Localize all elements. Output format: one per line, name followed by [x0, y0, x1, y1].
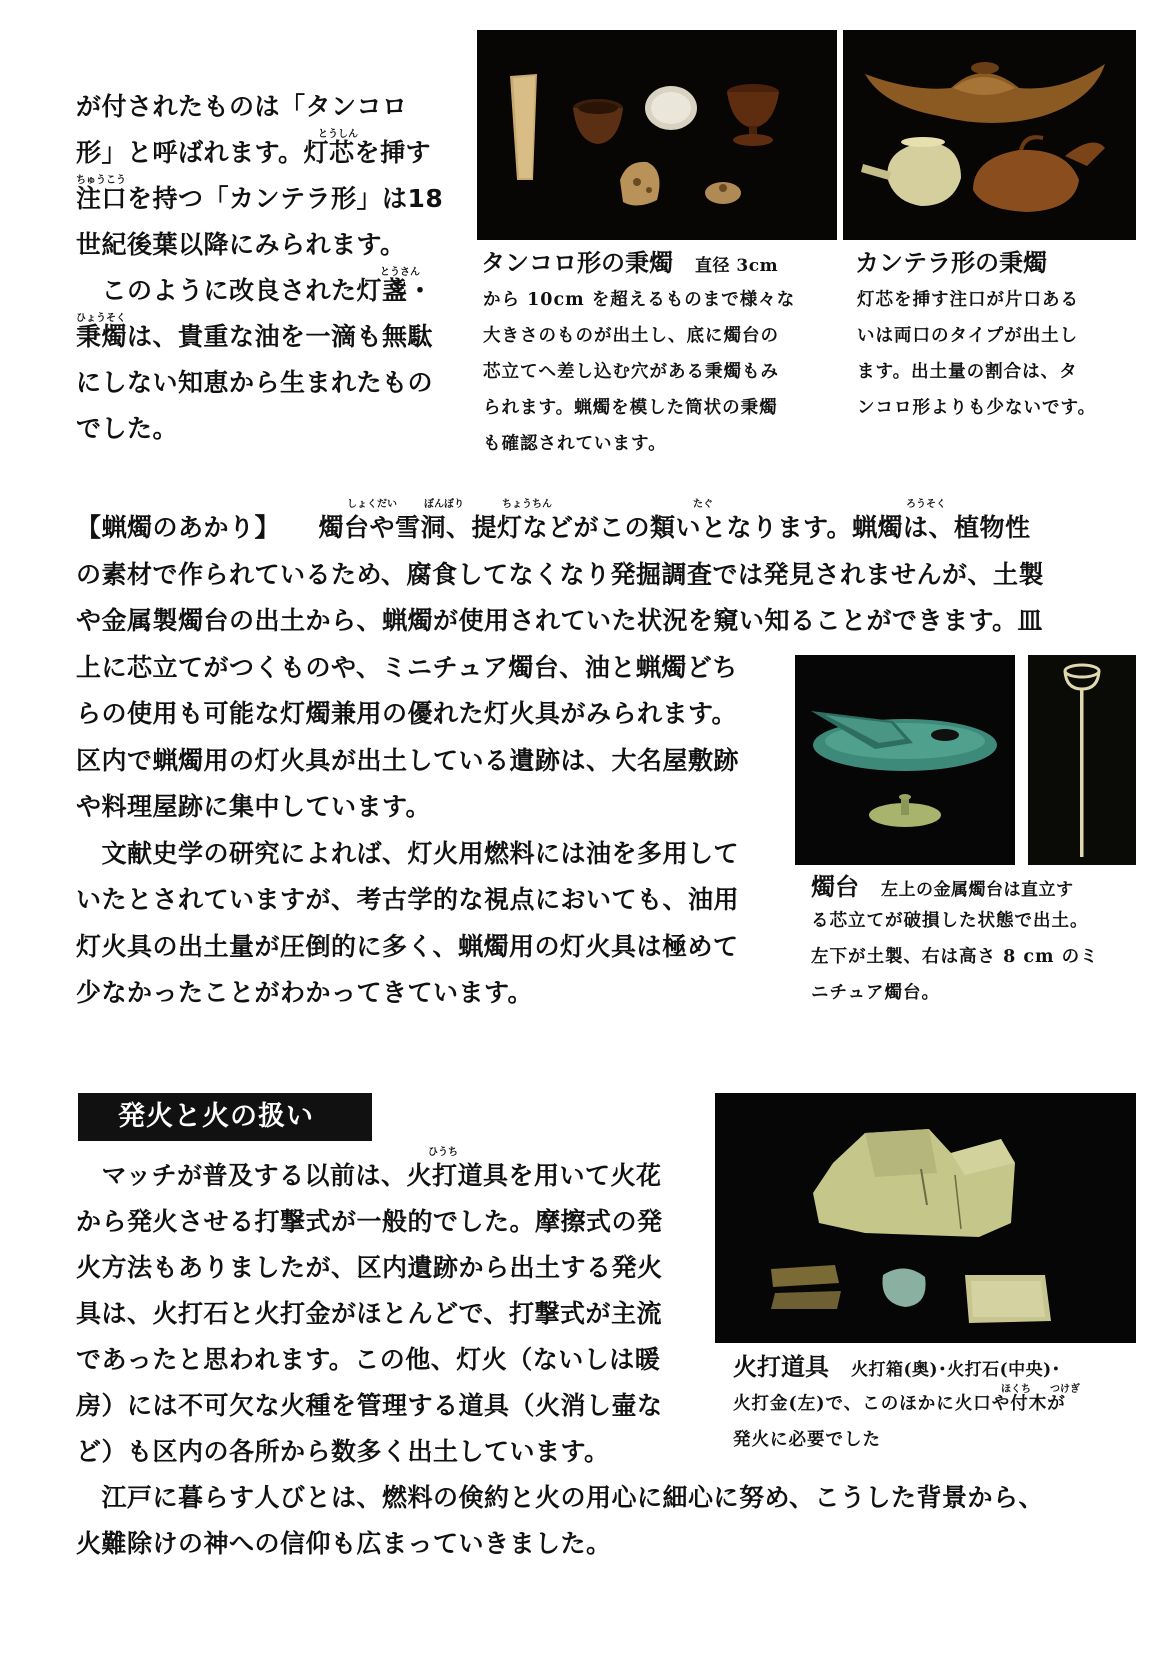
tankoro-caption-line: 直径 3cm — [695, 256, 779, 276]
shokudai-caption-title — [811, 875, 1074, 899]
tankoro-caption-line: 大きさのものが出土し、底に燭台の — [483, 326, 779, 346]
tankoro-caption-line: られます。蝋燭を模した筒状の秉燭 — [483, 398, 778, 418]
hakka-line: 火難除けの神への信仰も広まっていきました。 — [76, 1529, 612, 1558]
tankoro-caption-title — [481, 251, 778, 275]
hakka-line: 具は、火打石と火打金がほとんどで、打撃式が主流 — [76, 1299, 663, 1328]
section-heading-hakka: 発火と火の扱い — [78, 1093, 372, 1141]
kantera-caption-line: ます。出土量の割合は、タ — [857, 362, 1078, 382]
shokudai-caption-line: る芯立てが破損した状態で出土。 — [811, 911, 1089, 931]
hakka-line: ど）も区内の各所から数多く出土しています。 — [76, 1437, 610, 1466]
ruby-annotation: ひうち — [428, 1147, 458, 1158]
hiuchi-caption-line: 火打金(左)で、このほかに火口や付木が — [733, 1394, 1066, 1414]
ruby-annotation: ちょうちん — [502, 499, 552, 510]
ruby-annotation: ちゅうこう — [76, 175, 126, 186]
rousoku-line: の素材で作られているため、腐食してなくなり発掘調査では発見されませんが、土製 — [76, 560, 1045, 589]
ruby-annotation: ひょうそく — [76, 313, 126, 324]
rousoku-line: 文献史学の研究によれば、灯火用燃料には油を多用して — [76, 839, 740, 868]
rousoku-line: いたとされていますが、考古学的な視点においても、油用 — [76, 885, 740, 914]
intro-line: 注口を持つ「カンテラ形」は18 — [76, 184, 444, 213]
intro-line: 形」と呼ばれます。灯芯を挿す — [76, 138, 432, 167]
hakka-line: マッチが普及する以前は、火打道具を用いて火花 — [76, 1161, 662, 1190]
hakka-line: 房）には不可欠な火種を管理する道具（火消し壷な — [76, 1391, 663, 1420]
hiuchi-caption-line: 火打箱(奥)･火打石(中央)･ — [851, 1360, 1061, 1380]
ruby-annotation: ほくち — [1001, 1384, 1031, 1395]
rousoku-line: 灯火具の出土量が圧倒的に多く、蝋燭用の灯火具は極めて — [76, 932, 739, 961]
hakka-line: 江戸に暮らす人びとは、燃料の倹約と火の用心に細心に努め、こうした背景から、 — [76, 1483, 1045, 1512]
kantera-caption-line: 灯芯を挿す注口が片口ある — [857, 290, 1079, 310]
tankoro-caption-line: から 10cm を超えるものまで様々な — [483, 290, 796, 310]
hiuchi-title: 火打道具 — [733, 1353, 829, 1381]
shokudai-caption-line: 左下が土製、右は高さ 8 cm のミ — [811, 947, 1099, 967]
tankoro-caption-line: 芯立てへ差し込む穴がある秉燭もみ — [483, 362, 779, 382]
ruby-annotation: ぼんぼり — [424, 499, 464, 510]
rousoku-line: 少なかったことがわかってきています。 — [76, 978, 534, 1007]
hakka-line: であったと思われます。この他、灯火（ないしは暖 — [76, 1345, 661, 1374]
shokudai-caption-line: ニチュア燭台。 — [811, 983, 940, 1003]
kantera-caption-line: ンコロ形よりも少ないです。 — [857, 398, 1097, 418]
tankoro-title: タンコロ形の秉燭 — [481, 249, 673, 277]
tankoro-caption-line: も確認されています。 — [483, 434, 667, 454]
rousoku-line: や料理屋跡に集中しています。 — [76, 792, 432, 821]
shokudai-photo-left — [795, 655, 1015, 865]
intro-line: 秉燭は、貴重な油を一滴も無駄 — [76, 322, 434, 351]
shokudai-caption-line: 左上の金属燭台は直立す — [881, 880, 1074, 900]
hakka-line: 火方法もありましたが、区内遺跡から出土する発火 — [76, 1253, 663, 1282]
tankoro-photo — [477, 30, 837, 240]
hiuchi-photo — [715, 1093, 1136, 1343]
ruby-annotation: とうさん — [380, 267, 420, 278]
rousoku-line: 区内で蝋燭用の灯火具が出土している遺跡は、大名屋敷跡 — [76, 746, 740, 775]
hiuchi-caption-line: 発火に必要でした — [733, 1430, 881, 1450]
rousoku-line: 【蝋燭のあかり】 燭台や雪洞、提灯などがこの類いとなります。蝋燭は、植物性 — [76, 513, 1031, 542]
ruby-annotation: とうしん — [318, 129, 358, 140]
intro-line: が付されたものは「タンコロ — [76, 92, 408, 121]
intro-line: 世紀後葉以降にみられます。 — [76, 230, 406, 259]
ruby-annotation: しょくだい — [347, 499, 397, 510]
intro-line: でした。 — [76, 414, 179, 443]
intro-line: このように改良された灯盞・ — [76, 276, 434, 305]
rousoku-line: や金属製燭台の出土から、蝋燭が使用されていた状況を窺い知ることができます。皿 — [76, 606, 1044, 635]
shokudai-title: 燭台 — [811, 873, 859, 901]
kantera-caption-line: いは両口のタイプが出土し — [857, 326, 1079, 346]
hakka-line: から発火させる打撃式が一般的でした。摩擦式の発 — [76, 1207, 663, 1236]
ruby-annotation: ろうそく — [906, 499, 946, 510]
ruby-annotation: つけぎ — [1050, 1384, 1080, 1395]
hiuchi-caption-title — [733, 1355, 1061, 1379]
rousoku-line: らの使用も可能な灯燭兼用の優れた灯火具がみられます。 — [76, 699, 738, 728]
kantera-photo — [843, 30, 1136, 240]
shokudai-photo-right — [1028, 655, 1136, 865]
ruby-annotation: たぐ — [693, 499, 713, 510]
rousoku-line: 上に芯立てがつくものや、ミニチュア燭台、油と蝋燭どち — [76, 653, 738, 682]
kantera-title: カンテラ形の秉燭 — [855, 249, 1047, 277]
intro-line: にしない知恵から生まれたもの — [76, 368, 434, 397]
